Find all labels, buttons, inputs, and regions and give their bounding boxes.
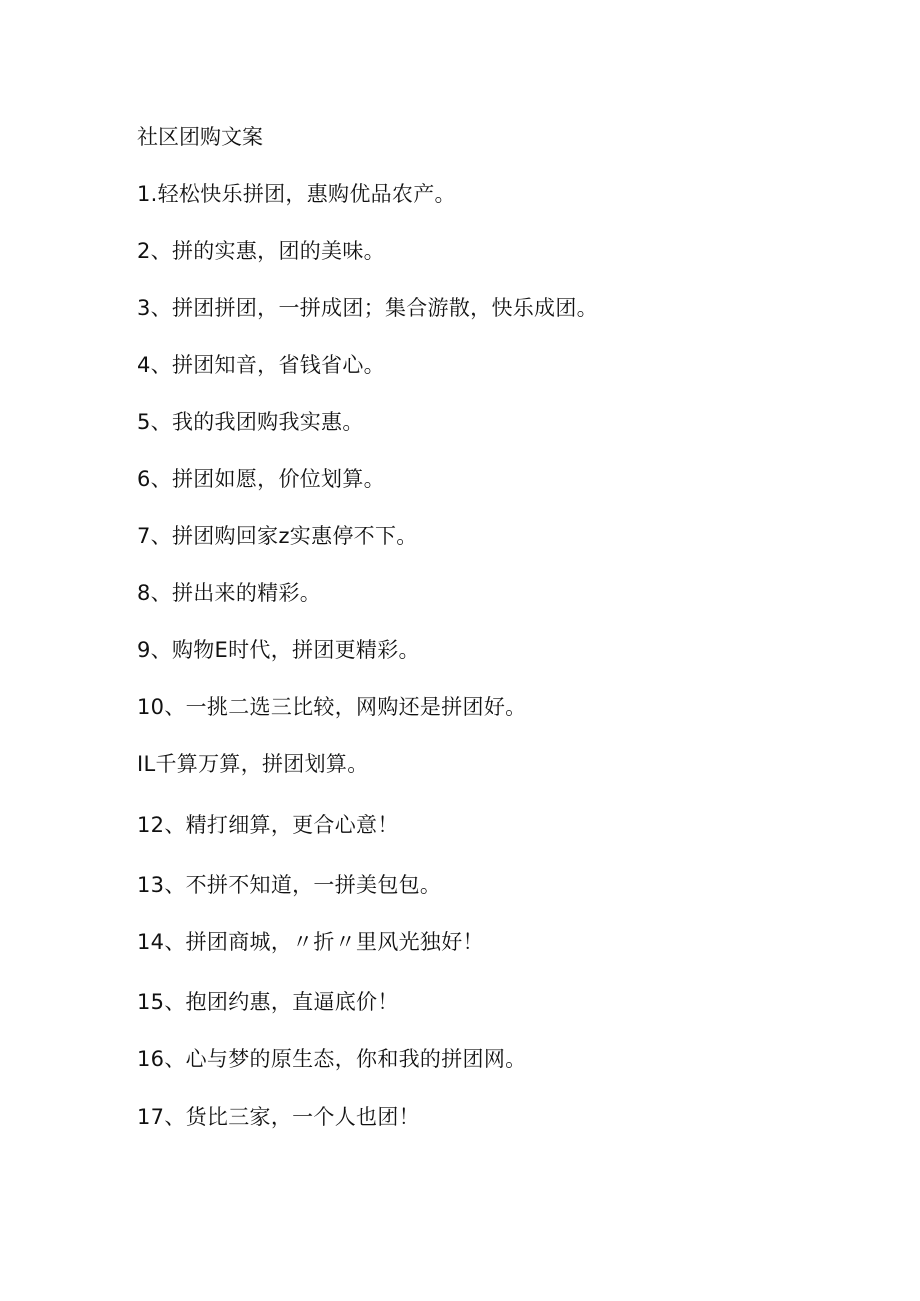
slogan-line-3: 3、拼团拼团，一拼成团；集合游散，快乐成团。: [137, 296, 598, 320]
slogan-line-15: 15、抱团约惠，直逼底价！: [137, 990, 399, 1014]
slogan-line-11: IL千算万算，拼团划算。: [137, 752, 369, 776]
slogan-line-1: 1.轻松快乐拼团，惠购优品农产。: [137, 182, 456, 206]
slogan-line-14: 14、拼团商城，〃折〃里风光独好！: [137, 930, 484, 954]
slogan-line-10: 10、一挑二选三比较，网购还是拼团好。: [137, 695, 527, 719]
slogan-line-4: 4、拼团知音，省钱省心。: [137, 353, 385, 377]
slogan-line-5: 5、我的我团购我实惠。: [137, 410, 364, 434]
slogan-line-6: 6、拼团如愿，价位划算。: [137, 467, 385, 491]
slogan-line-17: 17、货比三家，一个人也团！: [137, 1105, 420, 1129]
slogan-line-12: 12、精打细算，更合心意！: [137, 813, 399, 837]
document-title: 社区团购文案: [137, 125, 263, 149]
slogan-line-9: 9、购物E时代，拼团更精彩。: [137, 638, 420, 662]
slogan-line-8: 8、拼出来的精彩。: [137, 581, 322, 605]
slogan-line-7: 7、拼团购回家z实惠停不下。: [137, 524, 418, 548]
slogan-line-16: 16、心与梦的原生态，你和我的拼团网。: [137, 1047, 527, 1071]
slogan-line-13: 13、不拼不知道，一拼美包包。: [137, 873, 442, 897]
slogan-line-2: 2、拼的实惠，团的美味。: [137, 239, 385, 263]
